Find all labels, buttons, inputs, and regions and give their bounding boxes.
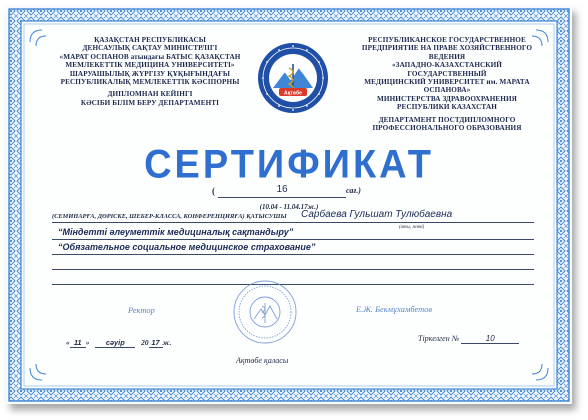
name-caption: (аты, жөні)	[399, 225, 425, 230]
header-right-line: МИНИСТЕРСТВА ЗДРАВООХРАНЕНИЯ	[377, 94, 517, 103]
header-right-line: РЕСПУБЛИКАНСКОЕ ГОСУДАРСТВЕННОЕ	[368, 36, 526, 44]
header-left-dept-line: ДИПЛОМНАН КЕЙІНГІ	[107, 90, 193, 99]
header-right-line: МЕДИЦИНСКИЙ УНИВЕРСИТЕТ им. МАРАТА ОСПАНОВА»	[364, 78, 530, 95]
university-seal-icon	[232, 279, 298, 345]
hours-open-paren: (	[212, 186, 215, 196]
header-right-dept-line: ДЕПАРТАМЕНТ ПОСТДИПЛОМНОГО	[378, 115, 516, 124]
certificate-sheet	[6, 6, 572, 404]
participant-name: Сарбаева Гульшат Тулюбаевна	[301, 209, 453, 220]
header-left-line: ШАРУАШЫЛЫҚ ЖҮРГІЗУ ҚҰҚЫҒЫНДАҒЫ	[69, 69, 231, 78]
issue-day: 11	[70, 338, 86, 348]
course-dates: (10.04 - 11.04.17ж.)	[259, 203, 319, 211]
header-left-line: «МАРАТ ОСПАНОВ атындағы БАТЫС ҚАЗАҚСТАН	[59, 52, 241, 61]
header-right-line: «ЗАПАДНО-КАЗАХСТАНСКИЙ ГОСУДАРСТВЕННЫЙ	[391, 61, 502, 78]
hours-value: 16	[276, 184, 288, 195]
university-emblem-icon	[257, 42, 329, 114]
rector-name: Е.Ж. Бекмұхамбетов	[356, 305, 433, 314]
rector-label: Ректор	[128, 306, 155, 315]
registration-number: 10	[461, 334, 519, 344]
header-left-line: ҚАЗАҚСТАН РЕСПУБЛИКАСЫ	[94, 36, 206, 44]
course-title-kk: “Міндетті әлеуметтік медициналық сақтандыру”	[58, 227, 294, 237]
header-right-line: ПРЕДПРИЯТИЕ НА ПРАВЕ ХОЗЯЙСТВЕННОГО ВЕДЕНИЯ	[361, 44, 533, 61]
certificate-title: СЕРТИФИКАТ	[144, 142, 434, 188]
logo-band-text: Ақтөбе	[283, 90, 303, 97]
header-left-line: МЕМЛЕКЕТТІК МЕДИЦИНА УНИВЕРСИТЕТІ»	[65, 61, 235, 70]
issue-date: « 11 » сәуір 20 17 ж.	[66, 338, 172, 347]
issue-city: Ақтөбе қаласы	[236, 356, 289, 365]
issue-year: 17	[149, 338, 163, 348]
header-left-kk	[50, 36, 250, 107]
hours-field	[212, 184, 378, 200]
issue-month: сәуір	[95, 338, 135, 348]
registration-label: Тіркелген №	[418, 334, 460, 343]
header-left-dept-line: КӘСІБИ БІЛІМ БЕРУ ДЕПАРТАМЕНТІ	[80, 98, 220, 107]
hours-unit: сағ.)	[346, 186, 361, 195]
registration-field	[418, 334, 519, 344]
header-left-line: ДЕНСАУЛЫҚ САҚТАУ МИНИСТРЛІГІ	[82, 44, 218, 53]
course-title-ru: “Обязательное социальное медицинское страхование”	[58, 242, 316, 252]
header-right-ru	[352, 36, 542, 132]
header-left-line: РЕСПУБЛИКАЛЫҚ МЕМЛЕКЕТТІК КӘСІПОРНЫ	[60, 78, 240, 87]
header-right-dept-line: ПРОФЕССИОНАЛЬНОГО ОБРАЗОВАНИЯ	[372, 124, 522, 133]
header-right-line: РЕСПУБЛИКИ КАЗАХСТАН	[397, 103, 497, 112]
event-type-label: (СЕМИНАРҒА, ДӨРІСКЕ, ШЕБЕР-КЛАССА, КОНФЕРЕНЦИЯҒА) ҚАТЫСУШЫ	[52, 213, 287, 220]
